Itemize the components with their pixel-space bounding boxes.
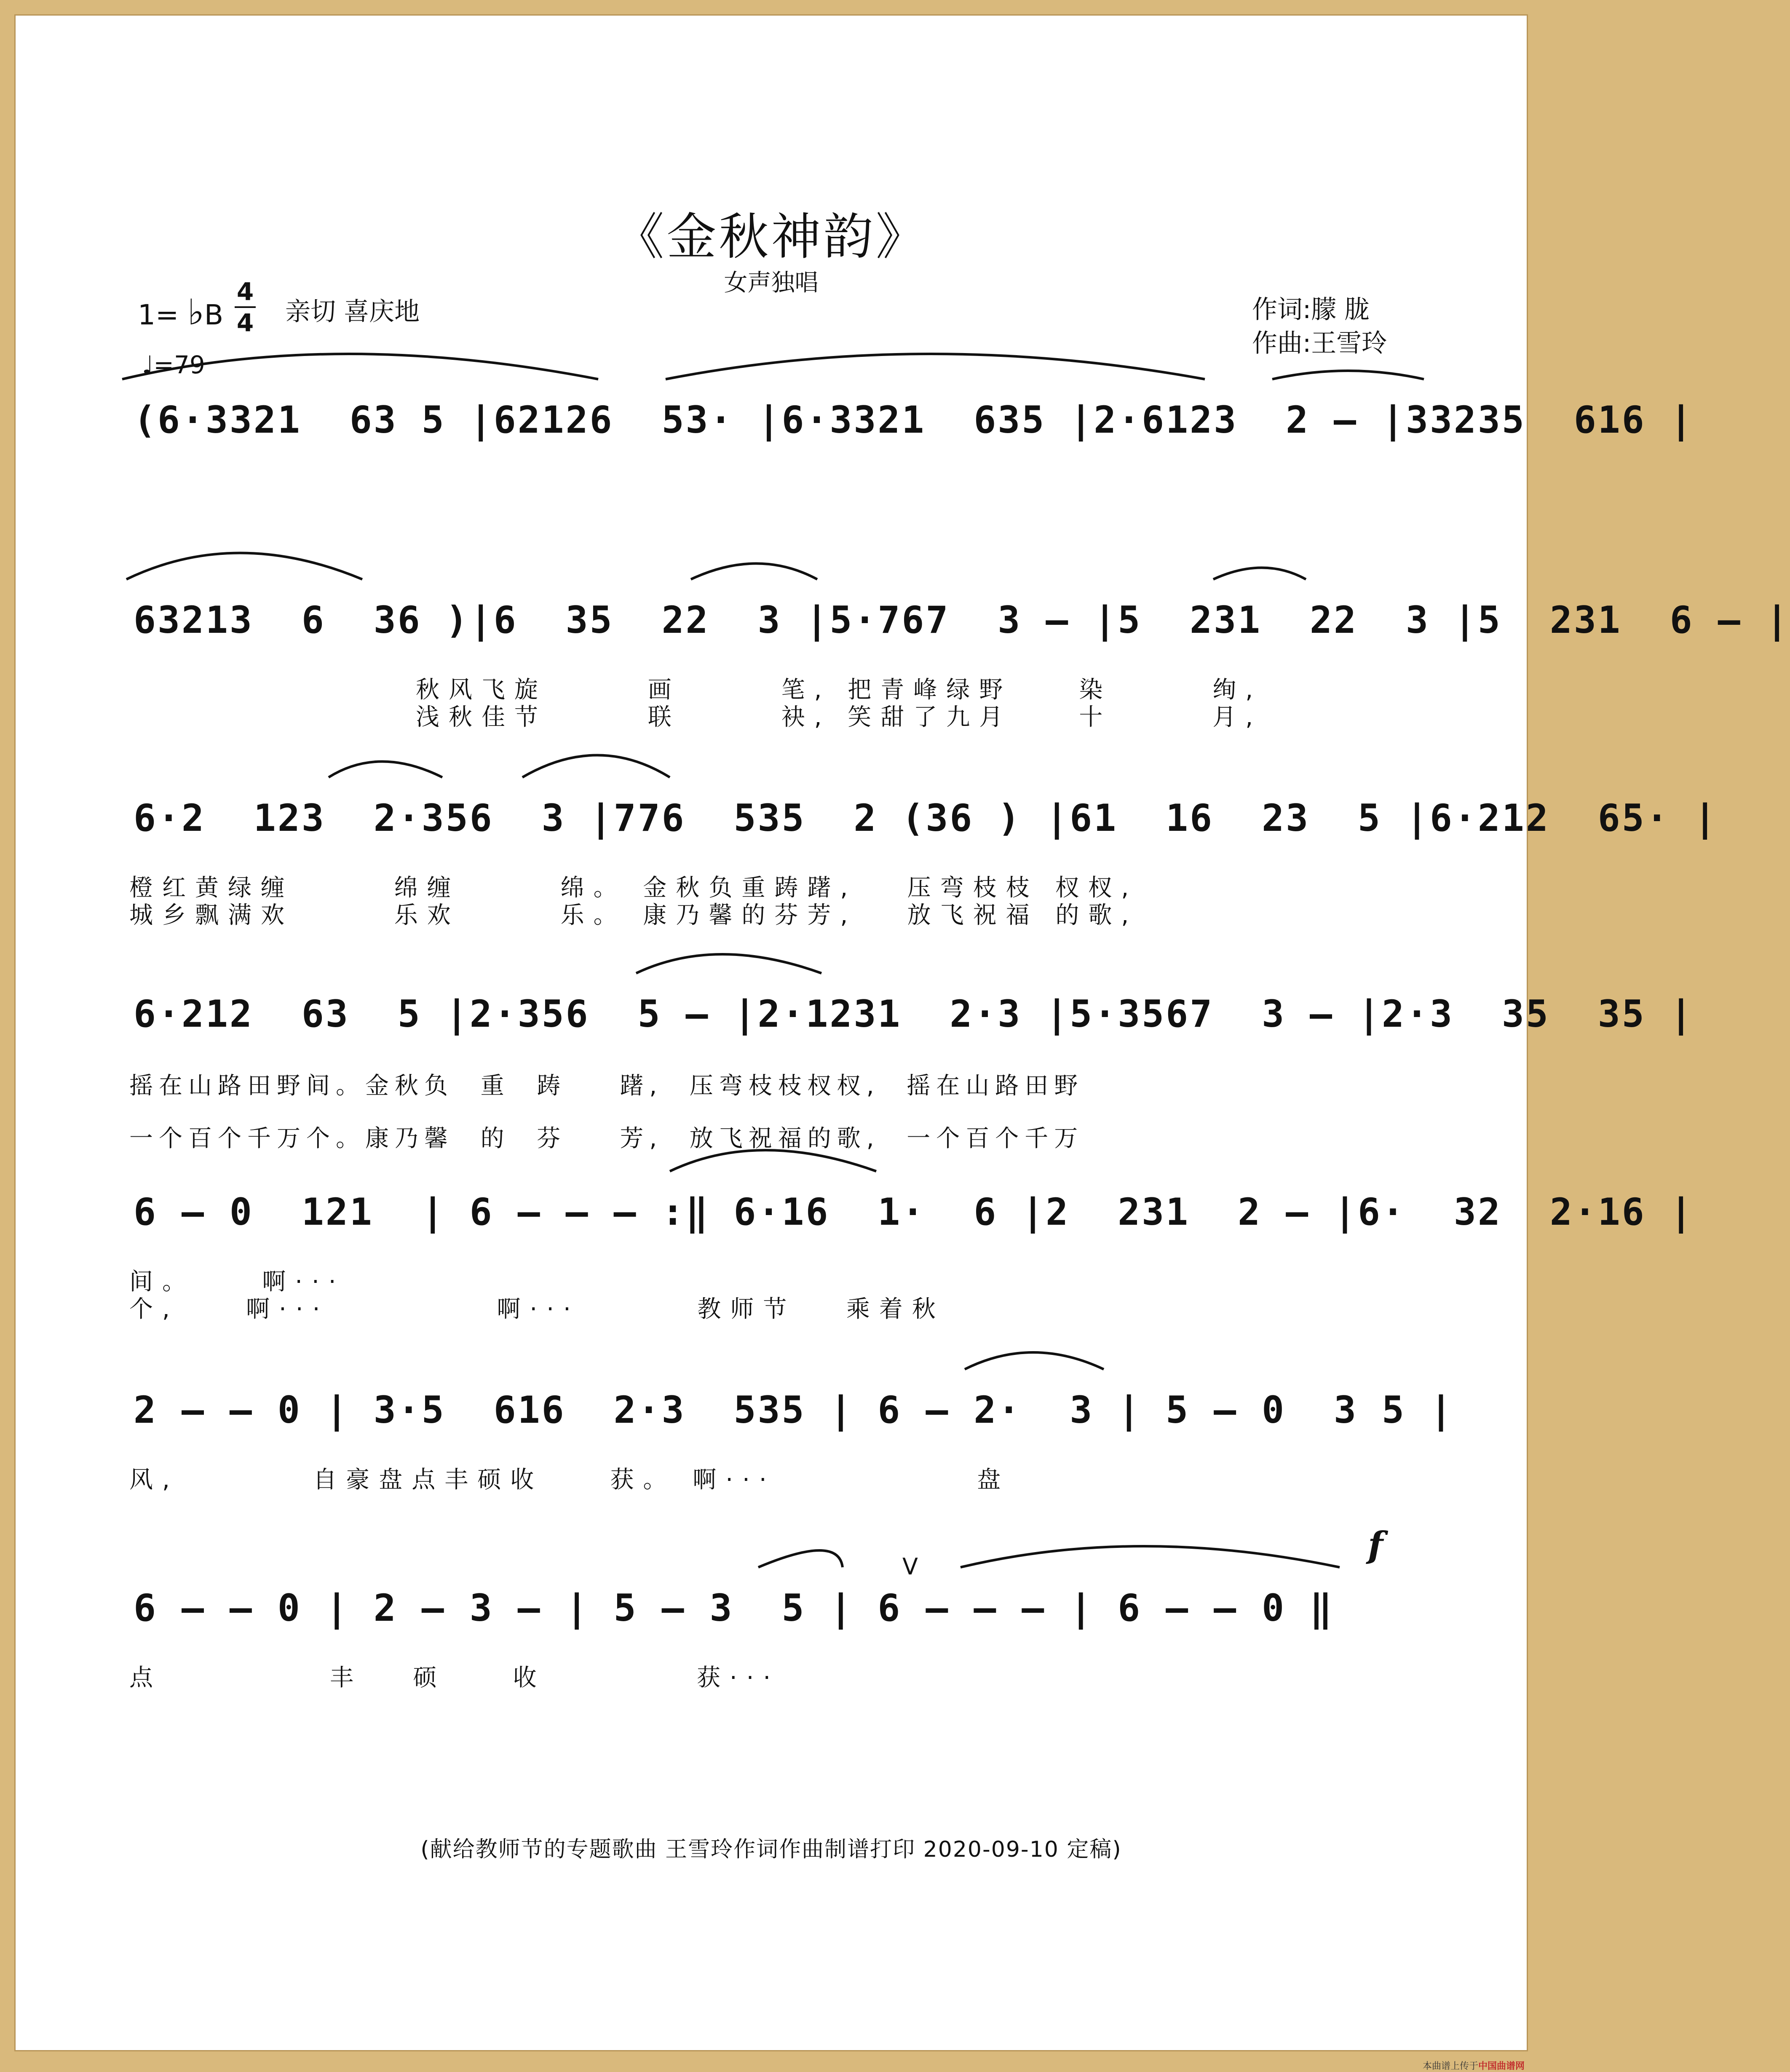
lyric-row-4-line-2: 一个百个千万个。康乃馨 的 芬 芳, 放飞祝福的歌, 一个百个千万 [129,1125,1084,1152]
lyric-row-3-line-2: 城乡飘满欢 乐欢 乐。 康乃馨的芬芳, 放飞祝福 的歌, [129,902,1138,929]
notation-row-2 [129,591,1790,650]
notation-row-3 [129,789,1718,848]
notes: (6·3321 63 5 |62126 53· |6·3321 635 |2·6123 2 – |33235 616 | [134,398,1694,442]
notation-row-7 [129,1579,1461,1638]
notation-row-6 [129,1381,1461,1440]
notation-row-5 [129,1183,1694,1242]
notes: 6 – – 0 | 2 – 3 – | 5 – 3 5 | 6 – – – | 6 – – 0 ‖ [134,1586,1334,1630]
key-signature [138,292,223,333]
key-note: B [204,299,224,331]
lyric-row-5-line-2: 个, 啊··· 啊··· 教师节 乘着秋 [129,1296,945,1323]
lyric-row-7: 点 丰 硕 收 获··· [129,1664,780,1692]
lyric-row-2-line-2: 浅秋佳节 联 袂, 笑甜了九月 十 月, [416,704,1263,731]
time-bottom: 4 [235,306,256,337]
notes: 6 – 0 121 | 6 – – – :‖ 6·16 1· 6 |2 231 2 – |6· 32 2·16 | [134,1190,1694,1234]
breath-mark: V [902,1553,918,1580]
key-prefix: 1= [138,299,179,331]
lyric-row-5-line-1: 间。 啊··· [129,1268,345,1296]
footer-note: (献给教师节的专题歌曲 王雪玲作词作曲制谱打印 2020-09-10 定稿) [420,1837,1122,1862]
flat-icon: ♭ [187,292,204,333]
notation-row-4 [129,985,1694,1044]
dynamic-forte: f [1368,1524,1383,1566]
lyric-row-3-line-1: 橙红黄绿缠 绵缠 绵。 金秋负重踌躇, 压弯枝枝 杈杈, [129,874,1138,902]
lyric-row-6: 风, 自豪盘点丰硕收 获。 啊··· 盘 [129,1466,1010,1494]
song-title: 《金秋神韵》 [614,208,928,266]
time-signature [235,277,256,337]
time-top: 4 [236,277,254,306]
credit-site: 中国曲谱网 [1478,2061,1525,2072]
lyric-row-4-line-1: 摇在山路田野间。金秋负 重 踌 躇, 压弯枝枝杈杈, 摇在山路田野 [129,1072,1084,1100]
composer: 作曲:王雪玲 [1252,329,1387,358]
notes: 2 – – 0 | 3·5 616 2·3 535 | 6 – 2· 3 | 5 – 0 3 5 | [134,1388,1454,1432]
lyricist: 作词:朦 胧 [1252,295,1370,324]
notation-row-1 [129,391,1694,450]
notes: 6·212 63 5 |2·356 5 – |2·1231 2·3 |5·3567 3 – |2·3 35 35 | [134,992,1694,1036]
site-credit [1423,2059,1525,2072]
credit-prefix: 本曲谱上传于 [1423,2061,1479,2072]
tempo-marking: ♩=79 [142,351,205,379]
notes: 63213 6 36 )|6 35 22 3 |5·767 3 – |5 231 22 3 |5 231 6 – | [134,598,1790,642]
lyric-row-2-line-1: 秋风飞旋 画 笔, 把青峰绿野 染 绚, [416,676,1263,704]
score-sheet [14,14,1790,2072]
notes: 6·2 123 2·356 3 |776 535 2 (36 ) |61 16 23 5 |6·212 65· | [134,796,1718,840]
song-subtitle: 女声独唱 [724,269,819,297]
mood-marking: 亲切 喜庆地 [285,297,420,327]
